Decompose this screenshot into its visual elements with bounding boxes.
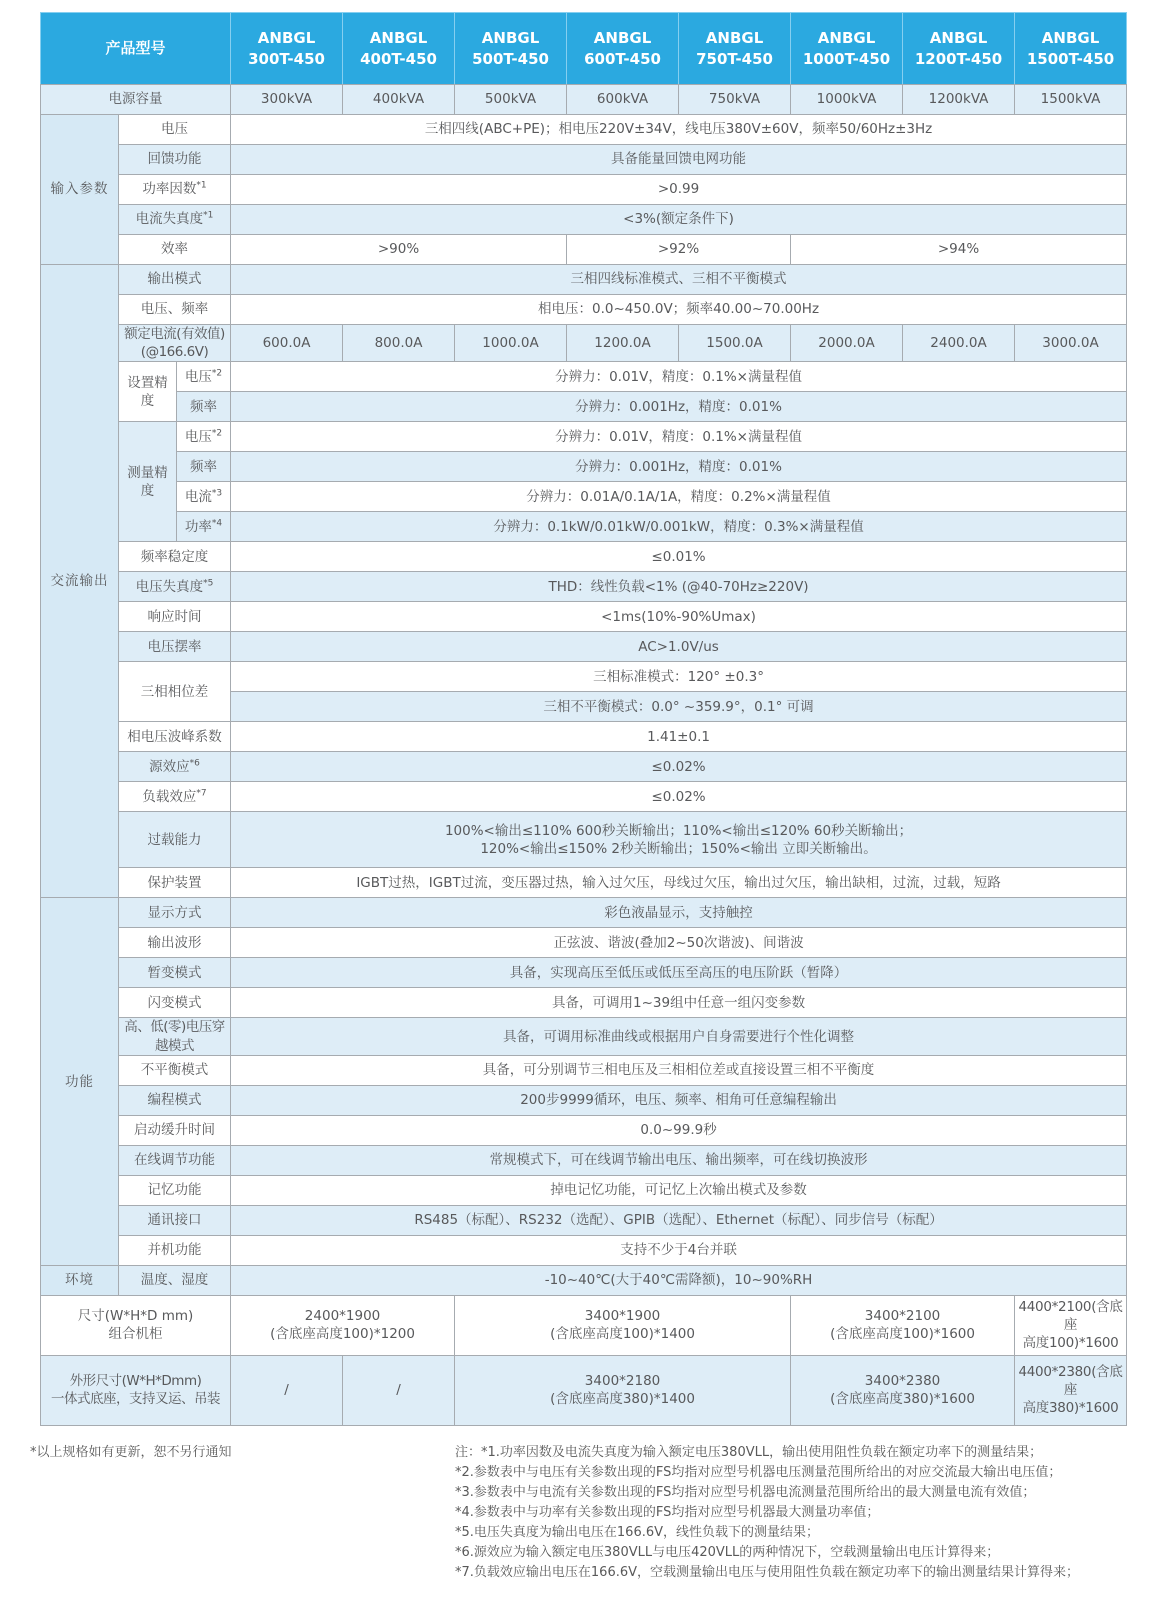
row-output-mode <box>41 265 1127 295</box>
overall-dimensions-value-2: 3400*2180 (含底座高度380)*1400 <box>455 1355 791 1425</box>
row-overload-capacity <box>41 812 1127 868</box>
memory-function-label: 记忆功能 <box>119 1175 231 1205</box>
efficiency-value-0: >90% <box>231 235 567 265</box>
response-time-label: 响应时间 <box>119 602 231 632</box>
crest-factor-label: 相电压波峰系数 <box>119 722 231 752</box>
rated-current-label: 额定电流(有效值)(@166.6V) <box>119 325 231 362</box>
voltage-distortion-value-0: THD：线性负载<1% (@40-70Hz≥220V) <box>231 572 1127 602</box>
row-meas-accuracy-frequency <box>41 452 1127 482</box>
spec-table <box>40 12 1127 1426</box>
meas-accuracy-frequency-value-0: 分辨力：0.001Hz，精度：0.01% <box>231 452 1127 482</box>
phase-diff-unbalanced-value-0: 三相不平衡模式：0.0° ~359.9°，0.1° 可调 <box>231 692 1127 722</box>
soft-start-time-value-0: 0.0~99.9秒 <box>231 1115 1127 1145</box>
row-power-factor <box>41 175 1127 205</box>
row-memory-function <box>41 1175 1127 1205</box>
row-voltage-frequency <box>41 295 1127 325</box>
environment-temp-humidity-value-0: -10~40℃(大于40℃需降额)，10~90%RH <box>231 1265 1127 1295</box>
efficiency-value-1: >92% <box>567 235 791 265</box>
note-3: *3.参数表中与电流有关参数出现的FS均指对应型号机器电流测量范围所给出的最大测量电流有效值； <box>455 1485 1036 1500</box>
online-adjust-function-value-0: 常规模式下，可在线调节输出电压、输出频率，可在线切换波形 <box>231 1145 1127 1175</box>
flicker-mode-value-0: 具备，可调用1~39组中任意一组闪变参数 <box>231 988 1127 1018</box>
row-load-effect <box>41 782 1127 812</box>
load-effect-value-0: ≤0.02% <box>231 782 1127 812</box>
row-display-mode <box>41 898 1127 928</box>
subgroup-set-accuracy: 设置精度 <box>119 362 177 422</box>
row-cabinet-dimensions <box>41 1295 1127 1355</box>
program-mode-value-0: 200步9999循环，电压、频率、相角可任意编程输出 <box>231 1085 1127 1115</box>
protection-device-label: 保护装置 <box>119 868 231 898</box>
load-effect-label: 负载效应$^{*7}$ <box>119 782 231 812</box>
note-7: *7.负载效应输出电压在166.6V，空载测量输出电压与使用阻性负载在额定功率下的输出测量结果计算得来； <box>455 1565 1080 1580</box>
row-voltage-ride-through-mode <box>41 1018 1127 1055</box>
power-capacity-value-1: 400kVA <box>343 85 455 115</box>
model-column-anbgl-1000t-450: ANBGL 1000T-450 <box>791 13 903 85</box>
flicker-mode-label: 闪变模式 <box>119 988 231 1018</box>
frequency-stability-value-0: ≤0.01% <box>231 542 1127 572</box>
model-column-anbgl-1500t-450: ANBGL 1500T-450 <box>1015 13 1127 85</box>
power-factor-value-0: >0.99 <box>231 175 1127 205</box>
voltage-frequency-value-0: 相电压：0.0~450.0V；频率40.00~70.00Hz <box>231 295 1127 325</box>
output-waveform-value-0: 正弦波、谐波(叠加2~50次谐波)、间谐波 <box>231 928 1127 958</box>
row-flicker-mode <box>41 988 1127 1018</box>
cabinet-dimensions-label: 尺寸(W*H*D mm) 组合机柜 <box>41 1295 231 1355</box>
power-capacity-value-6: 1200kVA <box>903 85 1015 115</box>
power-capacity-value-5: 1000kVA <box>791 85 903 115</box>
row-parallel-function <box>41 1235 1127 1265</box>
rated-current-value-5: 2000.0A <box>791 325 903 362</box>
power-capacity-value-4: 750kVA <box>679 85 791 115</box>
comm-interface-label: 通讯接口 <box>119 1205 231 1235</box>
voltage-distortion-label: 电压失真度$^{*5}$ <box>119 572 231 602</box>
note-list <box>450 1443 1140 1583</box>
parallel-function-label: 并机功能 <box>119 1235 231 1265</box>
power-capacity-value-0: 300kVA <box>231 85 343 115</box>
overall-dimensions-value-1: / <box>343 1355 455 1425</box>
row-voltage-distortion <box>41 572 1127 602</box>
row-online-adjust-function <box>41 1145 1127 1175</box>
set-accuracy-frequency-label: 频率 <box>177 392 231 422</box>
footnotes <box>30 1443 1140 1583</box>
note-4: *4.参数表中与功率有关参数出现的FS均指对应型号机器最大测量功率值； <box>455 1505 880 1520</box>
program-mode-label: 编程模式 <box>119 1085 231 1115</box>
row-power-capacity <box>41 85 1127 115</box>
model-column-anbgl-300t-450: ANBGL 300T-450 <box>231 13 343 85</box>
meas-accuracy-current-value-0: 分辨力：0.01A/0.1A/1A，精度：0.2%×满量程值 <box>231 482 1127 512</box>
row-rated-current <box>41 325 1127 362</box>
voltage-slew-rate-value-0: AC>1.0V/us <box>231 632 1127 662</box>
row-program-mode <box>41 1085 1127 1115</box>
cabinet-dimensions-value-1: 3400*1900 (含底座高度100)*1400 <box>455 1295 791 1355</box>
model-column-anbgl-400t-450: ANBGL 400T-450 <box>343 13 455 85</box>
model-column-anbgl-500t-450: ANBGL 500T-450 <box>455 13 567 85</box>
row-current-distortion <box>41 205 1127 235</box>
row-environment-temp-humidity <box>41 1265 1127 1295</box>
model-column-anbgl-1200t-450: ANBGL 1200T-450 <box>903 13 1015 85</box>
response-time-value-0: <1ms(10%-90%Umax) <box>231 602 1127 632</box>
set-accuracy-voltage-value-0: 分辨力：0.01V，精度：0.1%×满量程值 <box>231 362 1127 392</box>
cabinet-dimensions-value-0: 2400*1900 (含底座高度100)*1200 <box>231 1295 455 1355</box>
power-factor-label: 功率因数$^{*1}$ <box>119 175 231 205</box>
efficiency-label: 效率 <box>119 235 231 265</box>
row-frequency-stability <box>41 542 1127 572</box>
row-feedback-function <box>41 145 1127 175</box>
source-effect-label: 源效应$^{*6}$ <box>119 752 231 782</box>
row-meas-accuracy-voltage <box>41 422 1127 452</box>
cabinet-dimensions-value-3: 4400*2100(含底座 高度100)*1600 <box>1015 1295 1127 1355</box>
model-column-anbgl-600t-450: ANBGL 600T-450 <box>567 13 679 85</box>
power-capacity-value-7: 1500kVA <box>1015 85 1127 115</box>
overall-dimensions-label: 外形尺寸(W*H*Dmm) 一体式底座，支持叉运、吊装 <box>41 1355 231 1425</box>
feedback-function-label: 回馈功能 <box>119 145 231 175</box>
product-model-header: 产品型号 <box>41 13 231 85</box>
memory-function-value-0: 掉电记忆功能，可记忆上次输出模式及参数 <box>231 1175 1127 1205</box>
transient-mode-label: 暂变模式 <box>119 958 231 988</box>
transient-mode-value-0: 具备，实现高压至低压或低压至高压的电压阶跃（暂降） <box>231 958 1127 988</box>
environment-temp-humidity-label: 温度、湿度 <box>119 1265 231 1295</box>
meas-accuracy-frequency-label: 频率 <box>177 452 231 482</box>
meas-accuracy-voltage-value-0: 分辨力：0.01V，精度：0.1%×满量程值 <box>231 422 1127 452</box>
rated-current-value-6: 2400.0A <box>903 325 1015 362</box>
row-phase-diff-standard <box>41 662 1127 692</box>
rated-current-value-4: 1500.0A <box>679 325 791 362</box>
voltage-slew-rate-label: 电压摆率 <box>119 632 231 662</box>
row-crest-factor <box>41 722 1127 752</box>
model-column-anbgl-750t-450: ANBGL 750T-450 <box>679 13 791 85</box>
input-voltage-value-0: 三相四线(ABC+PE)；相电压220V±34V，线电压380V±60V，频率50/60Hz±3Hz <box>231 115 1127 145</box>
rated-current-value-0: 600.0A <box>231 325 343 362</box>
set-accuracy-voltage-label: 电压$^{*2}$ <box>177 362 231 392</box>
power-capacity-label: 电源容量 <box>41 85 231 115</box>
group-environment: 环境 <box>41 1265 119 1295</box>
voltage-frequency-label: 电压、频率 <box>119 295 231 325</box>
overall-dimensions-value-0: / <box>231 1355 343 1425</box>
parallel-function-value-0: 支持不少于4台并联 <box>231 1235 1127 1265</box>
group-input-params: 输入参数 <box>41 115 119 265</box>
meas-accuracy-current-label: 电流$^{*3}$ <box>177 482 231 512</box>
meas-accuracy-power-label: 功率$^{*4}$ <box>177 512 231 542</box>
subgroup-meas-accuracy: 测量精度 <box>119 422 177 542</box>
voltage-ride-through-mode-value-0: 具备，可调用标准曲线或根据用户自身需要进行个性化调整 <box>231 1018 1127 1055</box>
rated-current-value-1: 800.0A <box>343 325 455 362</box>
overall-dimensions-value-3: 3400*2380 (含底座高度380)*1600 <box>791 1355 1015 1425</box>
crest-factor-value-0: 1.41±0.1 <box>231 722 1127 752</box>
note-5: *5.电压失真度为输出电压在166.6V，线性负载下的测量结果； <box>455 1525 820 1540</box>
rated-current-value-7: 3000.0A <box>1015 325 1127 362</box>
row-voltage-slew-rate <box>41 632 1127 662</box>
spec-sheet <box>40 12 1126 1426</box>
phase-diff-standard-value-0: 三相标准模式：120° ±0.3° <box>231 662 1127 692</box>
display-mode-label: 显示方式 <box>119 898 231 928</box>
input-voltage-label: 电压 <box>119 115 231 145</box>
row-source-effect <box>41 752 1127 782</box>
output-mode-value-0: 三相四线标准模式、三相不平衡模式 <box>231 265 1127 295</box>
unbalance-mode-value-0: 具备，可分别调节三相电压及三相相位差或直接设置三相不平衡度 <box>231 1055 1127 1085</box>
row-output-waveform <box>41 928 1127 958</box>
soft-start-time-label: 启动缓升时间 <box>119 1115 231 1145</box>
group-ac-output: 交流输出 <box>41 265 119 898</box>
source-effect-value-0: ≤0.02% <box>231 752 1127 782</box>
note-6: *6.源效应为输入额定电压380VLL与电压420VLL的两种情况下，空载测量输出电压计算得来； <box>455 1545 1000 1560</box>
row-comm-interface <box>41 1205 1127 1235</box>
rated-current-value-2: 1000.0A <box>455 325 567 362</box>
voltage-ride-through-mode-label: 高、低(零)电压穿越模式 <box>119 1018 231 1055</box>
subgroup-phase-diff: 三相相位差 <box>119 662 231 722</box>
display-mode-value-0: 彩色液晶显示，支持触控 <box>231 898 1127 928</box>
row-efficiency <box>41 235 1127 265</box>
row-unbalance-mode <box>41 1055 1127 1085</box>
row-overall-dimensions <box>41 1355 1127 1425</box>
row-response-time <box>41 602 1127 632</box>
spec-table-body <box>41 85 1127 1426</box>
row-transient-mode <box>41 958 1127 988</box>
power-capacity-value-3: 600kVA <box>567 85 679 115</box>
row-set-accuracy-voltage <box>41 362 1127 392</box>
current-distortion-label: 电流失真度$^{*1}$ <box>119 205 231 235</box>
online-adjust-function-label: 在线调节功能 <box>119 1145 231 1175</box>
set-accuracy-frequency-value-0: 分辨力：0.001Hz，精度：0.01% <box>231 392 1127 422</box>
meas-accuracy-power-value-0: 分辨力：0.1kW/0.01kW/0.001kW，精度：0.3%×满量程值 <box>231 512 1127 542</box>
row-input-voltage <box>41 115 1127 145</box>
overall-dimensions-value-4: 4400*2380(含底座 高度380)*1600 <box>1015 1355 1127 1425</box>
frequency-stability-label: 频率稳定度 <box>119 542 231 572</box>
model-header-row <box>41 13 1127 85</box>
row-meas-accuracy-current <box>41 482 1127 512</box>
output-waveform-label: 输出波形 <box>119 928 231 958</box>
row-meas-accuracy-power <box>41 512 1127 542</box>
overload-capacity-label: 过载能力 <box>119 812 231 868</box>
overload-capacity-value-0: 100%<输出≤110% 600秒关断输出；110%<输出≤120% 60秒关断输出； 120%<输出≤150% 2秒关断输出；150%<输出 立即关断输出。 <box>231 812 1127 868</box>
cabinet-dimensions-value-2: 3400*2100 (含底座高度100)*1600 <box>791 1295 1015 1355</box>
update-disclaimer: *以上规格如有更新，恕不另行通知 <box>30 1445 232 1460</box>
row-protection-device <box>41 868 1127 898</box>
rated-current-value-3: 1200.0A <box>567 325 679 362</box>
current-distortion-value-0: <3%(额定条件下) <box>231 205 1127 235</box>
note-2: *2.参数表中与电压有关参数出现的FS均指对应型号机器电压测量范围所给出的对应交流最大输出电压值； <box>455 1465 1062 1480</box>
feedback-function-value-0: 具备能量回馈电网功能 <box>231 145 1127 175</box>
row-set-accuracy-frequency <box>41 392 1127 422</box>
output-mode-label: 输出模式 <box>119 265 231 295</box>
power-capacity-value-2: 500kVA <box>455 85 567 115</box>
protection-device-value-0: IGBT过热，IGBT过流，变压器过热，输入过欠压，母线过欠压，输出过欠压，输出缺相，过流，过载，短路 <box>231 868 1127 898</box>
row-soft-start-time <box>41 1115 1127 1145</box>
comm-interface-value-0: RS485（标配）、RS232（选配）、GPIB（选配）、Ethernet（标配）、同步信号（标配） <box>231 1205 1127 1235</box>
unbalance-mode-label: 不平衡模式 <box>119 1055 231 1085</box>
efficiency-value-2: >94% <box>791 235 1127 265</box>
note-1: 注：*1.功率因数及电流失真度为输入额定电压380VLL，输出使用阻性负载在额定功率下的测量结果； <box>455 1445 1043 1460</box>
group-function: 功能 <box>41 898 119 1265</box>
meas-accuracy-voltage-label: 电压$^{*2}$ <box>177 422 231 452</box>
